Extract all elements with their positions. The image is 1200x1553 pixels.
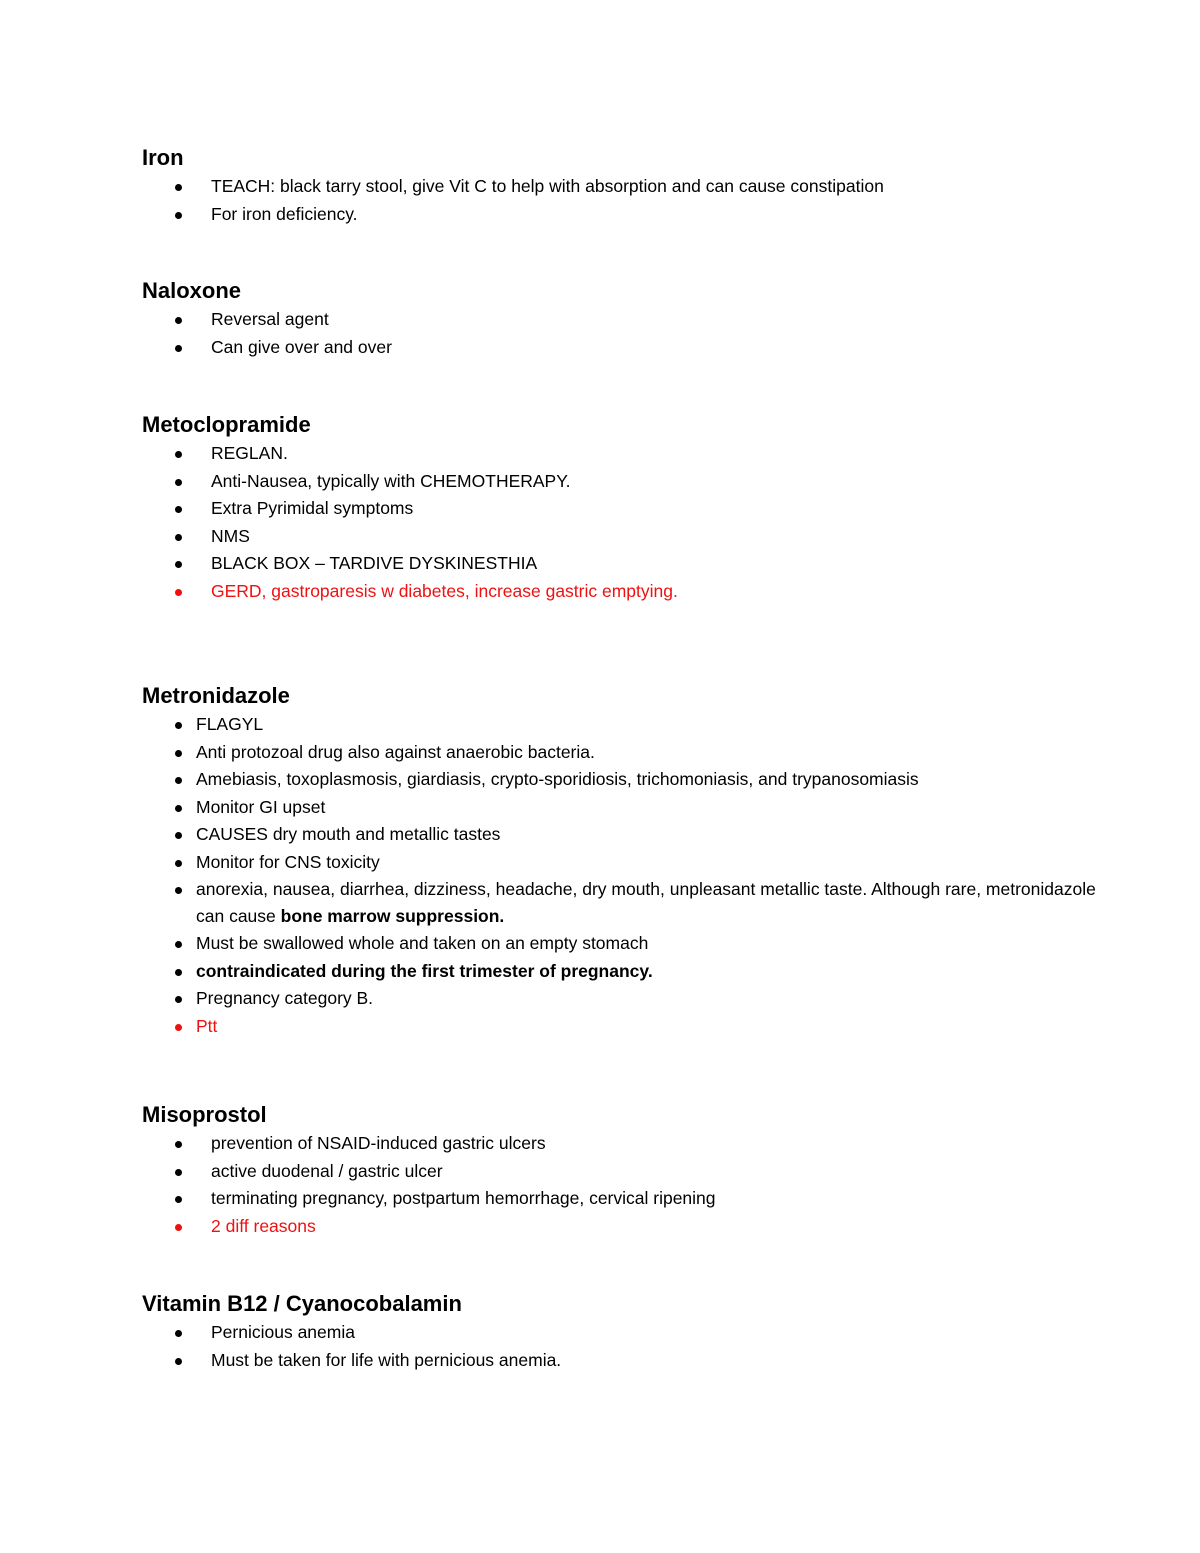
- bullet-icon: [175, 1330, 182, 1337]
- bullet-icon: [175, 506, 182, 513]
- bullet-icon: [175, 860, 182, 867]
- bullet-icon: [175, 1141, 182, 1148]
- list-item: Anti protozoal drug also against anaerobic bacteria.: [142, 739, 1102, 767]
- list-item: active duodenal / gastric ulcer: [142, 1158, 1102, 1186]
- list-item-highlight: 2 diff reasons: [142, 1213, 1102, 1241]
- heading-metronidazole: Metronidazole: [142, 683, 290, 708]
- list-item: CAUSES dry mouth and metallic tastes: [142, 821, 1102, 849]
- bullet-icon: [175, 1024, 182, 1031]
- list-item-side-effects: anorexia, nausea, diarrhea, dizziness, headache, dry mouth, unpleasant metallic taste. Although rare, metronidazole can cause bone marrow suppression.: [142, 876, 1102, 930]
- bullet-icon: [175, 212, 182, 219]
- list-item: Pregnancy category B.: [142, 985, 1102, 1013]
- list-item: NMS: [142, 523, 1102, 551]
- section-metronidazole: [142, 681, 1102, 1040]
- heading-vitamin-b12: Vitamin B12 / Cyanocobalamin: [142, 1291, 462, 1316]
- list-item: Must be swallowed whole and taken on an empty stomach: [142, 930, 1102, 958]
- bullet-icon: [175, 832, 182, 839]
- bullet-icon: [175, 1358, 182, 1365]
- bullet-icon: [175, 561, 182, 568]
- heading-metoclopramide: Metoclopramide: [142, 412, 311, 437]
- bullet-list-iron: [142, 173, 1102, 228]
- heading-misoprostol: Misoprostol: [142, 1102, 267, 1127]
- list-item-contraindication: contraindicated during the first trimester of pregnancy.: [142, 958, 1102, 986]
- bullet-icon: [175, 996, 182, 1003]
- bullet-icon: [175, 1196, 182, 1203]
- bullet-icon: [175, 479, 182, 486]
- bullet-icon: [175, 317, 182, 324]
- bullet-icon: [175, 345, 182, 352]
- bullet-icon: [175, 589, 182, 596]
- section-vitamin-b12: [142, 1289, 1102, 1374]
- bullet-icon: [175, 1224, 182, 1231]
- bullet-icon: [175, 534, 182, 541]
- bullet-icon: [175, 750, 182, 757]
- list-item: terminating pregnancy, postpartum hemorrhage, cervical ripening: [142, 1185, 1102, 1213]
- list-item: FLAGYL: [142, 711, 1102, 739]
- list-item: Can give over and over: [142, 334, 1102, 362]
- bullet-icon: [175, 184, 182, 191]
- list-item: For iron deficiency.: [142, 201, 1102, 229]
- list-item: Monitor for CNS toxicity: [142, 849, 1102, 877]
- bullet-icon: [175, 451, 182, 458]
- list-item: Must be taken for life with pernicious anemia.: [142, 1347, 1102, 1375]
- list-item: BLACK BOX – TARDIVE DYSKINESTHIA: [142, 550, 1102, 578]
- list-item-highlight: GERD, gastroparesis w diabetes, increase gastric emptying.: [142, 578, 1102, 606]
- list-item: Anti-Nausea, typically with CHEMOTHERAPY.: [142, 468, 1102, 496]
- list-item: REGLAN.: [142, 440, 1102, 468]
- bullet-icon: [175, 969, 182, 976]
- bullet-icon: [175, 777, 182, 784]
- list-item: Pernicious anemia: [142, 1319, 1102, 1347]
- section-misoprostol: [142, 1100, 1102, 1240]
- list-item-highlight: Ptt: [142, 1013, 1102, 1041]
- bullet-list-vitamin-b12: [142, 1319, 1102, 1374]
- bullet-icon: [175, 805, 182, 812]
- bullet-list-naloxone: [142, 306, 1102, 361]
- bullet-icon: [175, 941, 182, 948]
- list-item: Amebiasis, toxoplasmosis, giardiasis, crypto-sporidiosis, trichomoniasis, and trypanosomiasis: [142, 766, 1102, 794]
- list-item: prevention of NSAID-induced gastric ulcers: [142, 1130, 1102, 1158]
- bullet-list-metoclopramide: [142, 440, 1102, 605]
- section-iron: [142, 143, 1102, 228]
- section-metoclopramide: [142, 410, 1102, 605]
- heading-naloxone: Naloxone: [142, 278, 242, 303]
- bullet-list-misoprostol: [142, 1130, 1102, 1240]
- list-item: Extra Pyrimidal symptoms: [142, 495, 1102, 523]
- bullet-icon: [175, 887, 182, 894]
- list-item: Reversal agent: [142, 306, 1102, 334]
- bullet-icon: [175, 1169, 182, 1176]
- bullet-icon: [175, 722, 182, 729]
- list-item: Monitor GI upset: [142, 794, 1102, 822]
- heading-iron: Iron: [142, 145, 184, 170]
- bullet-list-metronidazole: [142, 711, 1102, 1040]
- section-naloxone: [142, 276, 1102, 361]
- list-item: TEACH: black tarry stool, give Vit C to help with absorption and can cause constipation: [142, 173, 1102, 201]
